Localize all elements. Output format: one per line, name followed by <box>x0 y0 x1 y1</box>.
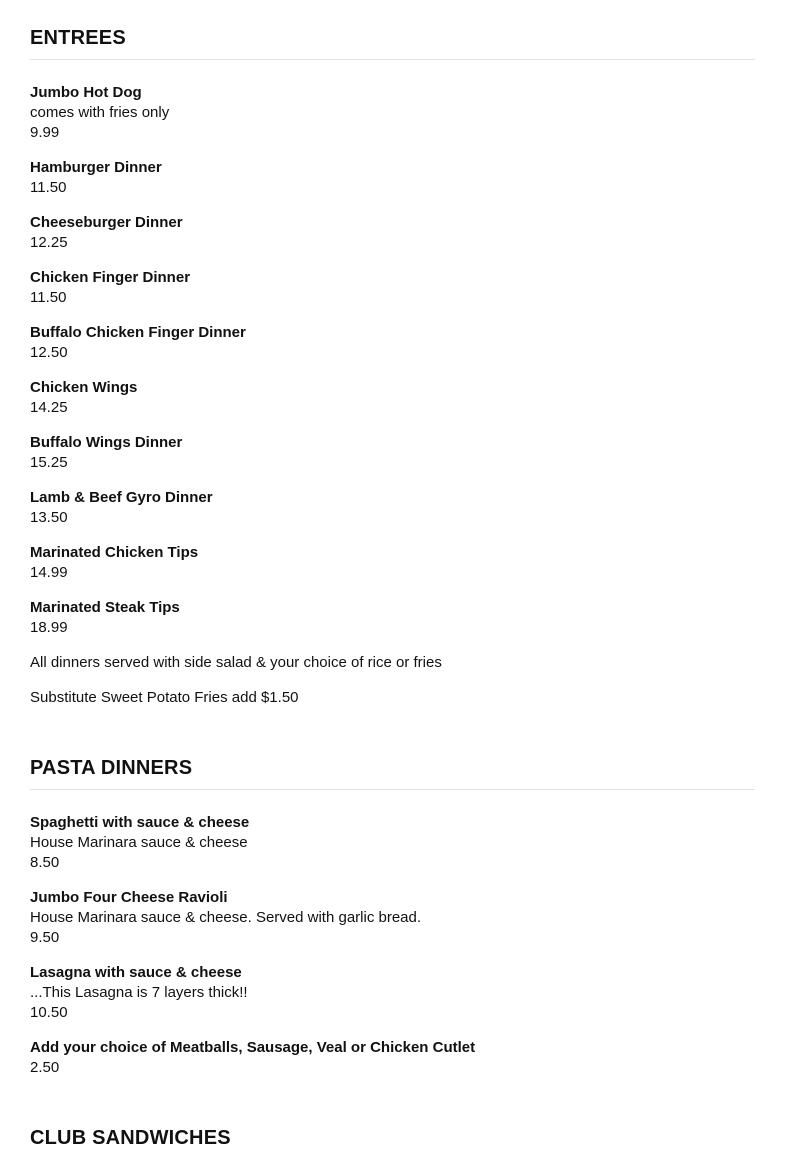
item-name: Jumbo Hot Dog <box>30 84 142 101</box>
menu-item <box>30 488 755 528</box>
item-name: Add your choice of Meatballs, Sausage, Veal or Chicken Cutlet <box>30 1039 476 1056</box>
menu-item <box>30 598 755 638</box>
section-divider <box>30 789 755 790</box>
menu-item <box>30 1038 755 1078</box>
item-price: 11.50 <box>30 289 67 306</box>
item-description: House Marinara sauce & cheese <box>30 834 248 851</box>
item-price: 10.50 <box>30 1004 68 1021</box>
pasta-dinners-section <box>30 730 755 1078</box>
item-name: Jumbo Four Cheese Ravioli <box>30 889 228 906</box>
section-title: PASTA DINNERS <box>30 757 193 779</box>
entrees-section <box>30 0 755 708</box>
item-name: Chicken Wings <box>30 379 138 396</box>
menu-note: Substitute Sweet Potato Fries add $1.50 <box>30 689 299 706</box>
item-name: Hamburger Dinner <box>30 159 162 176</box>
menu-item <box>30 433 755 473</box>
item-price: 12.50 <box>30 344 68 361</box>
item-description: comes with fries only <box>30 104 170 121</box>
menu-item <box>30 813 755 873</box>
item-name: Lasagna with sauce & cheese <box>30 964 242 981</box>
menu-item <box>30 83 755 143</box>
item-name: Buffalo Wings Dinner <box>30 434 183 451</box>
menu-item <box>30 543 755 583</box>
item-price: 15.25 <box>30 454 68 471</box>
section-divider <box>30 59 755 60</box>
item-name: Buffalo Chicken Finger Dinner <box>30 324 246 341</box>
item-name: Cheeseburger Dinner <box>30 214 183 231</box>
item-name: Chicken Finger Dinner <box>30 269 191 286</box>
menu-item <box>30 268 755 308</box>
menu-item <box>30 158 755 198</box>
item-price: 2.50 <box>30 1059 60 1076</box>
item-price: 9.50 <box>30 929 60 946</box>
menu-item <box>30 213 755 253</box>
item-price: 14.25 <box>30 399 68 416</box>
item-price: 12.25 <box>30 234 68 251</box>
item-name: Spaghetti with sauce & cheese <box>30 814 250 831</box>
item-description: ...This Lasagna is 7 layers thick!! <box>30 984 248 1001</box>
item-price: 13.50 <box>30 509 68 526</box>
item-name: Lamb & Beef Gyro Dinner <box>30 489 213 506</box>
section-title: ENTREES <box>30 27 126 49</box>
menu-note: All dinners served with side salad & your choice of rice or fries <box>30 654 442 671</box>
menu-item <box>30 888 755 948</box>
item-price: 14.99 <box>30 564 68 581</box>
item-name: Marinated Chicken Tips <box>30 544 199 561</box>
item-name: Marinated Steak Tips <box>30 599 180 616</box>
club-sandwiches-section <box>30 1100 755 1150</box>
item-price: 11.50 <box>30 179 67 196</box>
item-price: 9.99 <box>30 124 60 141</box>
item-description: House Marinara sauce & cheese. Served with garlic bread. <box>30 909 422 926</box>
item-price: 18.99 <box>30 619 68 636</box>
menu-item <box>30 963 755 1023</box>
item-price: 8.50 <box>30 854 60 871</box>
menu-item <box>30 378 755 418</box>
section-title: CLUB SANDWICHES <box>30 1127 231 1149</box>
menu-item <box>30 323 755 363</box>
